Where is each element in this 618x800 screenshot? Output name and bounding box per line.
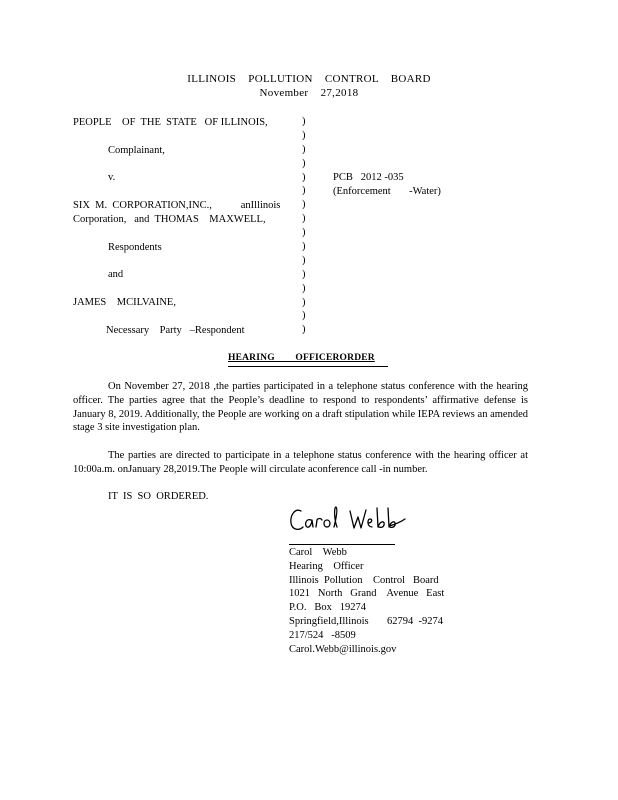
order-title-underline bbox=[228, 366, 388, 367]
caption-necessary-party: Necessary Party –Respondent bbox=[106, 325, 245, 336]
paren: ) bbox=[302, 171, 306, 183]
signer-title: Hearing Officer bbox=[289, 560, 364, 572]
case-type: (Enforcement -Water) bbox=[333, 186, 441, 197]
paren: ) bbox=[302, 254, 306, 266]
paren: ) bbox=[302, 268, 306, 280]
paren: ) bbox=[302, 310, 306, 322]
paren: ) bbox=[302, 185, 306, 197]
caption-respondent-line2: Corporation, and THOMAS MAXWELL, bbox=[73, 214, 266, 225]
signer-organization: Illinois Pollution Control Board bbox=[289, 574, 439, 586]
paren: ) bbox=[302, 213, 306, 225]
caption-respondent-line1: SIX M. CORPORATION,INC., anIllinois bbox=[73, 200, 281, 211]
caption-and: and bbox=[108, 269, 124, 280]
signer-city: Springfield,Illinois 62794 -9274 bbox=[289, 615, 443, 627]
order-title: HEARING OFFICERORDER bbox=[228, 353, 375, 363]
caption-respondents: Respondents bbox=[108, 242, 162, 253]
signer-phone: 217/524 -8509 bbox=[289, 629, 356, 641]
order-closing: IT IS SO ORDERED. bbox=[108, 491, 209, 502]
document-date: November 27,2018 bbox=[259, 87, 359, 99]
paren: ) bbox=[302, 199, 306, 211]
paren: ) bbox=[302, 296, 306, 308]
signer-po-box: P.O. Box 19274 bbox=[289, 602, 367, 614]
signer-email: Carol.Webb@illinois.gov bbox=[289, 643, 397, 655]
signature-block bbox=[289, 546, 444, 656]
caption-versus: v. bbox=[108, 172, 116, 183]
caption-people: PEOPLE OF THE STATE OF ILLINOIS, bbox=[73, 117, 268, 128]
board-name: ILLINOIS POLLUTION CONTROL BOARD bbox=[187, 73, 431, 85]
paren: ) bbox=[302, 157, 306, 169]
paren: ) bbox=[302, 324, 306, 336]
signer-street: 1021 North Grand Avenue East bbox=[289, 588, 445, 600]
order-paragraph-1: On November 27, 2018 ,the parties participated in a telephone status conference with the hearing officer. The parties agree that the People’s deadline to respond to respondents’ affirmative defense is January 8, 2019. Additionally, the People are working on a draft stipulation while IEPA reviews an amended stage 3 site investigation plan. bbox=[73, 381, 528, 434]
paren: ) bbox=[302, 129, 306, 141]
signer-name: Carol Webb bbox=[289, 547, 347, 558]
paren: ) bbox=[302, 143, 306, 155]
paren: ) bbox=[302, 116, 306, 127]
case-number: PCB 2012 -035 bbox=[333, 172, 404, 183]
handwritten-signature bbox=[287, 503, 413, 537]
signature-line bbox=[289, 544, 395, 545]
paren: ) bbox=[302, 227, 306, 239]
caption-james: JAMES MCILVAINE, bbox=[73, 297, 176, 308]
caption-complainant: Complainant, bbox=[108, 145, 165, 156]
order-paragraph-2: The parties are directed to participate in a telephone status conference with the hearing officer at 10:00a.m. onJanuary 28,2019.The People will circulate aconference call -in number. bbox=[73, 450, 528, 475]
paren: ) bbox=[302, 241, 306, 253]
caption-parens bbox=[302, 115, 306, 337]
paren: ) bbox=[302, 282, 306, 294]
